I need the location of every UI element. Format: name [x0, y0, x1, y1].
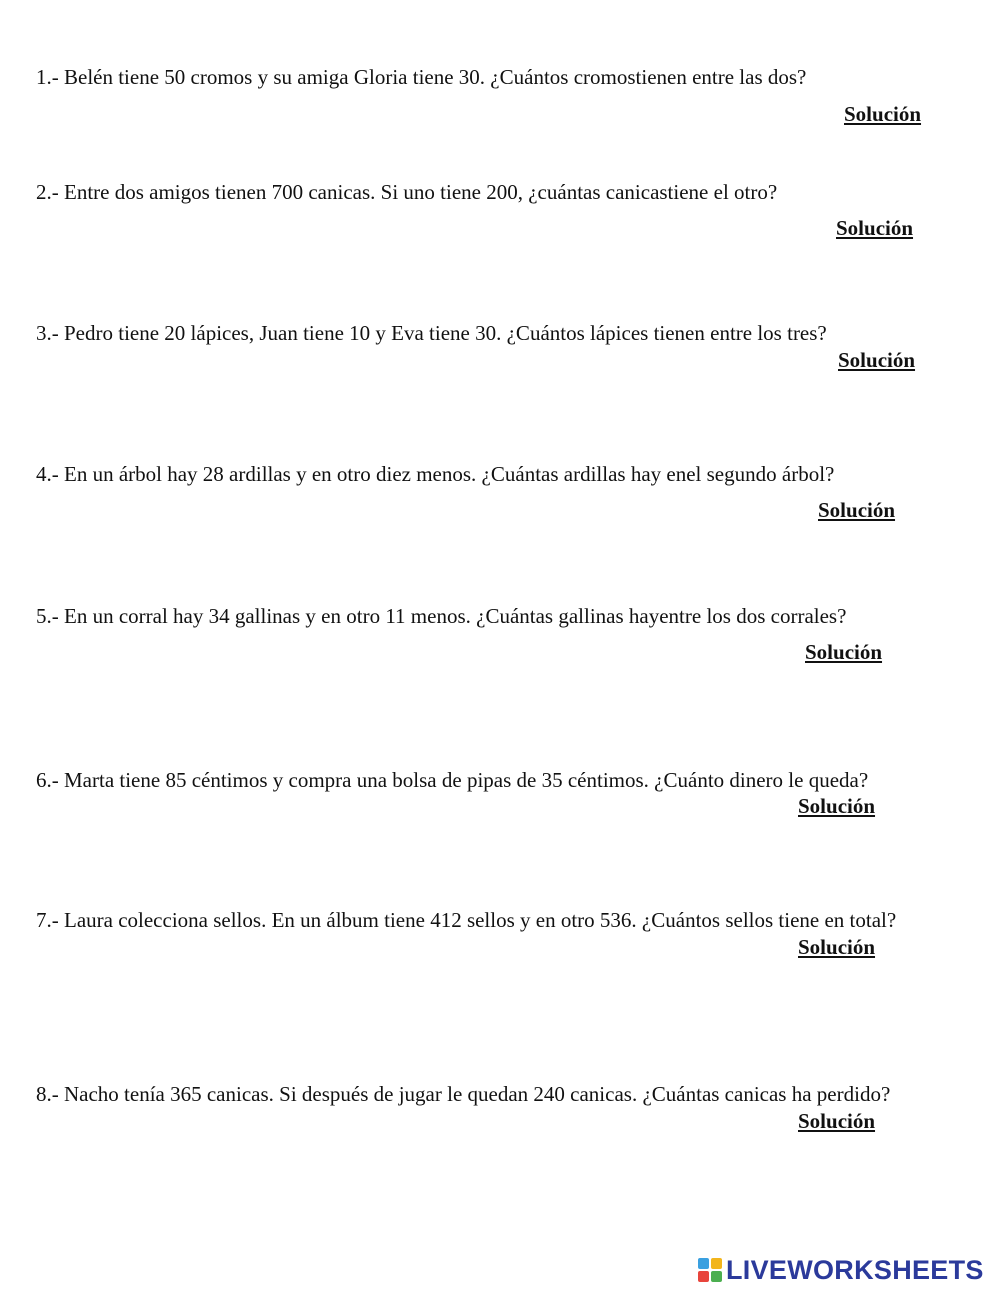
problem-1-text: 1.- Belén tiene 50 cromos y su amiga Gloria tiene 30. ¿Cuántos cromostienen entre las dos?	[36, 65, 807, 89]
logo-mark-square	[698, 1258, 709, 1269]
problem-4-solution-link[interactable]: Solución	[818, 498, 896, 522]
problem-2-solution-link[interactable]: Solución	[836, 216, 914, 240]
logo-text: LIVEWORKSHEETS	[726, 1254, 984, 1285]
problem-6-text: 6.- Marta tiene 85 céntimos y compra una bolsa de pipas de 35 céntimos. ¿Cuánto dinero le queda?	[36, 768, 869, 792]
problem-1-solution-link[interactable]: Solución	[844, 102, 922, 126]
problem-4-text: 4.- En un árbol hay 28 ardillas y en otro diez menos. ¿Cuántas ardillas hay enel segundo árbol?	[36, 462, 835, 486]
problem-3-solution-link[interactable]: Solución	[838, 348, 916, 372]
problem-8-solution-link[interactable]: Solución	[798, 1109, 876, 1133]
logo-mark-square	[711, 1271, 722, 1282]
logo-mark-square	[711, 1258, 722, 1269]
problem-2-text: 2.- Entre dos amigos tienen 700 canicas. Si uno tiene 200, ¿cuántas canicastiene el otro?	[36, 180, 778, 204]
problem-8-text: 8.- Nacho tenía 365 canicas. Si después de jugar le quedan 240 canicas. ¿Cuántas canicas ha perdido?	[36, 1082, 891, 1106]
liveworksheets-logo	[698, 1256, 984, 1284]
problem-5-text: 5.- En un corral hay 34 gallinas y en otro 11 menos. ¿Cuántas gallinas hayentre los dos corrales?	[36, 604, 847, 628]
logo-mark-square	[698, 1271, 709, 1282]
problem-7-text: 7.- Laura colecciona sellos. En un álbum tiene 412 sellos y en otro 536. ¿Cuántos sellos tiene en total?	[36, 908, 897, 932]
problem-5-solution-link[interactable]: Solución	[805, 640, 883, 664]
problem-6-solution-link[interactable]: Solución	[798, 794, 876, 818]
problem-7-solution-link[interactable]: Solución	[798, 935, 876, 959]
logo-mark-icon	[698, 1258, 722, 1282]
problem-3-text: 3.- Pedro tiene 20 lápices, Juan tiene 10 y Eva tiene 30. ¿Cuántos lápices tienen entre los tres?	[36, 321, 827, 345]
